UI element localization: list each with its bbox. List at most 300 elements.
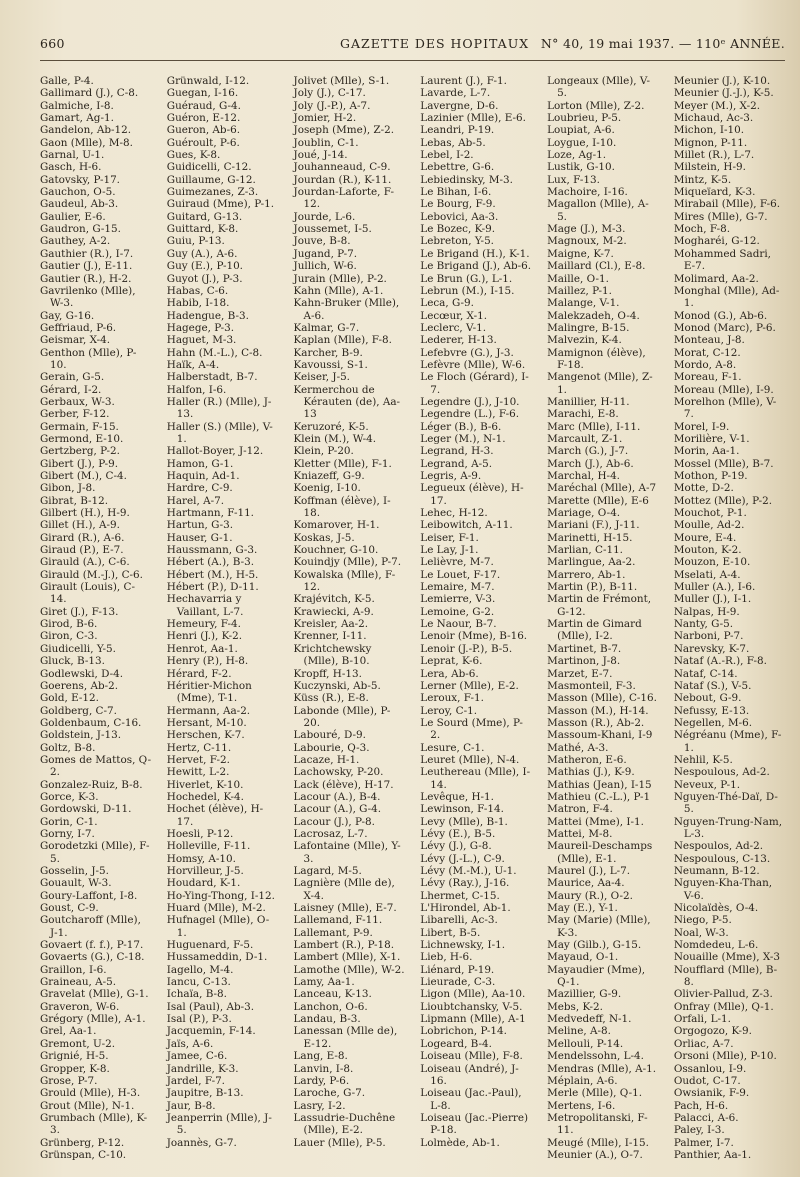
index-entry: Guittard, K-8. bbox=[166, 223, 239, 236]
index-entry: Karcher, B-9. bbox=[293, 346, 363, 359]
index-entry: Nanty, G-5. bbox=[673, 618, 733, 631]
index-entry: Hartmann, F-11. bbox=[166, 507, 254, 520]
index-entry: Palacci, A-6. bbox=[673, 1111, 739, 1124]
index-entry: Mottez (Mlle), P-2. bbox=[673, 494, 772, 507]
index-entry: Geffriaud, P-6. bbox=[40, 321, 117, 334]
index-entry: Jourdan-Laforte, F-12. bbox=[293, 186, 395, 211]
index-entry: Maillez, P-1. bbox=[547, 284, 612, 297]
index-entry: Labouré, D-9. bbox=[293, 729, 366, 742]
index-entry: Gilbert (H.), H-9. bbox=[40, 507, 130, 520]
index-entry: Le Sourd (Mme), P-2. bbox=[420, 716, 523, 742]
index-entry: Joly (J.-P.), A-7. bbox=[293, 99, 371, 112]
index-entry: Ho-Ying-Thong, I-12. bbox=[166, 889, 275, 902]
index-entry: Graveron, W-6. bbox=[40, 1000, 120, 1013]
index-entry: Gues, K-8. bbox=[166, 149, 221, 162]
index-entry: Masson (Mlle), C-16. bbox=[547, 692, 657, 705]
index-entry: Grignié, H-5. bbox=[40, 1050, 109, 1063]
index-entry: Nespoulous, Ad-2. bbox=[673, 766, 770, 779]
index-entry: Gordowski, D-11. bbox=[40, 803, 132, 816]
index-entry: Girard (R.), A-6. bbox=[40, 531, 125, 544]
index-entry: Lazinier (Mlle), E-6. bbox=[420, 112, 526, 125]
index-entry: Hadengue, B-3. bbox=[166, 309, 249, 322]
index-entry: Gouault, W-3. bbox=[40, 877, 112, 890]
index-entry: Goldberg, C-7. bbox=[40, 704, 117, 717]
index-entry: Mothon, P-19. bbox=[673, 470, 748, 482]
index-entry: Goutcharoff (Mlle), J-1. bbox=[40, 914, 141, 939]
index-entry: Leandri, P-19. bbox=[420, 124, 495, 137]
index-entry: Lebiedinsky, M-3. bbox=[420, 173, 513, 186]
index-entry: Libarelli, Ac-3. bbox=[420, 914, 498, 927]
index-entry: Leger (M.), N-1. bbox=[420, 432, 506, 445]
index-entry: Molimard, Aa-2. bbox=[673, 272, 759, 285]
index-entry: Le Brun (G.), L-1. bbox=[420, 272, 513, 285]
index-entry: Leuret (Mlle), N-4. bbox=[420, 753, 520, 766]
index-column-5 bbox=[547, 75, 658, 1161]
index-entry: Haguet, M-3. bbox=[166, 334, 237, 347]
index-entry: Mariage, O-4. bbox=[547, 507, 621, 520]
index-entry: Jolivet (Mlle), S-1. bbox=[293, 75, 390, 87]
index-entry: Meyer (M.), X-2. bbox=[673, 99, 761, 112]
index-entry: Lebreton, Y-5. bbox=[420, 235, 494, 248]
index-entry: Lorton (Mlle), Z-2. bbox=[547, 99, 645, 112]
index-entry: Jandrille, K-3. bbox=[166, 1062, 239, 1075]
index-entry: Malvezin, K-4. bbox=[547, 334, 622, 347]
index-entry: Jaur, B-8. bbox=[166, 1099, 216, 1112]
index-entry: Onfray (Mlle), Q-1. bbox=[673, 1000, 774, 1013]
index-entry: Lecœur, X-1. bbox=[420, 309, 488, 322]
index-entry: Joué, J-14. bbox=[293, 149, 348, 162]
index-entry: Hewitt, L-2. bbox=[166, 766, 230, 779]
index-entry: Haïk, A-4. bbox=[166, 358, 220, 371]
index-entry: Guyot (J.), P-3. bbox=[166, 272, 243, 285]
index-entry: Henri (J.), K-2. bbox=[166, 630, 243, 643]
index-entry: Mires (Mlle), G-7. bbox=[673, 210, 768, 223]
index-entry: Lacaze, H-1. bbox=[293, 753, 360, 766]
index-entry: Klein, P-20. bbox=[293, 445, 354, 458]
index-entry: Moreau, F-1. bbox=[673, 371, 742, 384]
index-entry: Narevsky, K-7. bbox=[673, 642, 750, 655]
index-entry: Leuthereau (Mlle), I-14. bbox=[420, 766, 531, 791]
index-entry: Masmonteil, F-3. bbox=[547, 679, 636, 692]
index-entry: Harel, A-7. bbox=[166, 494, 224, 507]
index-entry: Iancu, C-13. bbox=[166, 976, 231, 989]
index-entry: Loiseau (Jac.-Pierre) P-18. bbox=[420, 1111, 529, 1137]
index-entry: Palmer, I-7. bbox=[673, 1136, 734, 1149]
index-entry: Joannès, G-7. bbox=[166, 1136, 237, 1149]
index-entry: Masson (M.), H-14. bbox=[547, 704, 649, 717]
index-entry: Lerner (Mlle), E-2. bbox=[420, 679, 519, 692]
index-entry: Leclerc, V-1. bbox=[420, 321, 487, 334]
index-entry: Nataf, C-14. bbox=[673, 667, 738, 680]
index-entry: Goldenbaum, C-16. bbox=[40, 716, 142, 729]
index-entry: Gibert (J.), P-9. bbox=[40, 457, 119, 470]
index-entry: Lux, F-13. bbox=[547, 173, 600, 186]
index-entry: Giron, C-3. bbox=[40, 630, 98, 643]
index-entry: Morin, Aa-1. bbox=[673, 445, 740, 458]
index-entry: Gauchon, O-5. bbox=[40, 186, 116, 199]
index-entry: Negellen, M-6. bbox=[673, 716, 753, 729]
index-entry: Motte, D-2. bbox=[673, 482, 734, 495]
index-entry: Gorin, C-1. bbox=[40, 815, 98, 828]
index-entry: Komarover, H-1. bbox=[293, 519, 380, 532]
index-entry: Koskas, J-5. bbox=[293, 531, 355, 544]
index-entry: Joublin, C-1. bbox=[293, 136, 359, 149]
index-entry: Maille, O-1. bbox=[547, 272, 609, 285]
index-entry: Nicolaïdès, O-4. bbox=[673, 902, 759, 915]
index-entry: Joseph (Mme), Z-2. bbox=[293, 124, 395, 137]
index-entry: Milstein, H-9. bbox=[673, 161, 746, 174]
index-entry: Meunier (J.), K-10. bbox=[673, 75, 771, 87]
index-entry: Hechavarria y Vaillant, L-7. bbox=[166, 593, 244, 618]
index-entry: Orfali, L-1. bbox=[673, 1013, 731, 1026]
index-entry: Marchal, H-4. bbox=[547, 470, 620, 482]
index-entry: Lasry, I-2. bbox=[293, 1099, 346, 1112]
index-entry: Klein (M.), W-4. bbox=[293, 432, 377, 445]
index-entry: Le Louet, F-17. bbox=[420, 568, 501, 581]
index-entry: Jamee, C-6. bbox=[166, 1050, 228, 1063]
index-entry: Loubrieu, P-5. bbox=[547, 112, 622, 125]
index-entry: Martin (P.), B-11. bbox=[547, 581, 638, 594]
page-header bbox=[40, 36, 785, 58]
index-entry: Muller (A.), I-6. bbox=[673, 581, 756, 594]
index-entry: Lebas, Ab-5. bbox=[420, 136, 486, 149]
index-entry: Goltz, B-8. bbox=[40, 741, 96, 754]
index-entry: Masson (R.), Ab-2. bbox=[547, 716, 645, 729]
index-entry: Lanessan (Mlle de), E-12. bbox=[293, 1025, 398, 1050]
index-column-4 bbox=[420, 75, 531, 1155]
index-entry: Joussemet, I-5. bbox=[293, 223, 372, 236]
index-entry: Kuczynski, Ab-5. bbox=[293, 679, 381, 692]
index-entry: Guéroult, P-6. bbox=[166, 136, 240, 149]
index-entry: Maurel (J.), L-7. bbox=[547, 865, 631, 877]
index-entry: Hochet (élève), H-17. bbox=[166, 803, 264, 828]
index-entry: Garnal, U-1. bbox=[40, 149, 105, 162]
index-entry: Guéron, E-12. bbox=[166, 112, 241, 125]
index-entry: Gueron, Ab-6. bbox=[166, 124, 241, 137]
index-entry: Landau, B-3. bbox=[293, 1013, 361, 1026]
index-entry: Ichaïa, B-8. bbox=[166, 988, 227, 1001]
index-entry: Haquin, Ad-1. bbox=[166, 470, 240, 482]
index-entry: Kermerchou de Kérauten (de), Aa-13 bbox=[293, 383, 401, 421]
index-entry: Mayaudier (Mme), Q-1. bbox=[547, 963, 646, 989]
index-entry: May (Marie) (Mlle), K-3. bbox=[547, 914, 651, 939]
index-entry: Matron, F-4. bbox=[547, 803, 613, 816]
index-entry: Jugand, P-7. bbox=[293, 247, 358, 260]
index-entry: Hauser, G-1. bbox=[166, 531, 233, 544]
index-entry: Kalmar, G-7. bbox=[293, 321, 360, 334]
index-entry: Morel, I-9. bbox=[673, 420, 730, 433]
index-entry: Lebrun (M.), I-15. bbox=[420, 284, 515, 297]
index-entry: Nalpas, H-9. bbox=[673, 605, 740, 618]
index-entry: Giraud (P.), E-7. bbox=[40, 544, 124, 557]
index-entry: Hervet, F-2. bbox=[166, 753, 230, 766]
index-entry: Lagard, M-5. bbox=[293, 865, 362, 877]
index-entry: Gibrat, B-12. bbox=[40, 494, 109, 507]
index-entry: Gallimard (J.), C-8. bbox=[40, 87, 139, 100]
index-entry: Narboni, P-7. bbox=[673, 630, 744, 643]
index-entry: Homsy, A-10. bbox=[166, 852, 236, 865]
index-entry: Malingre, B-15. bbox=[547, 321, 630, 334]
index-entry: Gautier (J.), E-11. bbox=[40, 260, 133, 273]
index-entry: Mattei, M-8. bbox=[547, 827, 613, 840]
index-entry: Lack (élève), H-17. bbox=[293, 778, 394, 791]
index-entry: Le Lay, J-1. bbox=[420, 544, 479, 557]
index-entry: May (Gilb.), G-15. bbox=[547, 939, 642, 952]
index-entry: Grose, P-7. bbox=[40, 1074, 98, 1087]
index-entry: Grould (Mlle), H-3. bbox=[40, 1087, 141, 1100]
index-entry: Kouchner, G-10. bbox=[293, 544, 379, 557]
index-entry: Moch, F-8. bbox=[673, 223, 731, 236]
index-entry: Gamart, Ag-1. bbox=[40, 112, 114, 125]
index-entry: Herschen, K-7. bbox=[166, 729, 245, 742]
index-entry: Mathé, A-3. bbox=[547, 741, 609, 754]
index-entry: Gauthey, A-2. bbox=[40, 235, 111, 248]
index-entry: Lambert (R.), P-18. bbox=[293, 939, 395, 952]
index-columns bbox=[40, 75, 785, 1161]
index-entry: Le Brigand (J.), Ab-6. bbox=[420, 260, 532, 273]
index-entry: Guidicelli, C-12. bbox=[166, 161, 252, 174]
index-entry: Lanceau, K-13. bbox=[293, 988, 372, 1001]
index-entry: Goury-Laffont, I-8. bbox=[40, 889, 138, 902]
index-entry: Moure, E-4. bbox=[673, 531, 737, 544]
index-entry: Jouve, B-8. bbox=[293, 235, 351, 248]
index-entry: Maigne, K-7. bbox=[547, 247, 614, 260]
index-entry: Marzet, E-7. bbox=[547, 667, 613, 680]
index-entry: Jaupitre, B-13. bbox=[166, 1087, 244, 1100]
index-entry: Mazillier, G-9. bbox=[547, 988, 622, 1001]
index-entry: Gerain, G-5. bbox=[40, 371, 105, 384]
index-entry: Mendelssohn, L-4. bbox=[547, 1050, 644, 1063]
index-entry: Maureil-Deschamps (Mlle), E-1. bbox=[547, 840, 653, 865]
index-entry: Le Bourg, F-9. bbox=[420, 198, 496, 211]
index-entry: Mage (J.), M-3. bbox=[547, 223, 626, 236]
index-entry: Monghal (Mlle), Ad-1. bbox=[673, 284, 780, 310]
index-entry: Kletter (Mlle), F-1. bbox=[293, 457, 392, 470]
index-entry: Lemierre, V-3. bbox=[420, 593, 496, 606]
index-entry: Gorny, I-7. bbox=[40, 827, 95, 840]
index-entry: Lieb, H-6. bbox=[420, 951, 473, 964]
index-entry: Lebettre, G-6. bbox=[420, 161, 495, 174]
index-entry: Lanchon, O-6. bbox=[293, 1000, 368, 1013]
index-entry: Lagnière (Mlle de), X-4. bbox=[293, 877, 395, 902]
index-entry: Kreisler, Aa-2. bbox=[293, 618, 369, 631]
index-entry: Mendras (Mlle), A-1. bbox=[547, 1062, 657, 1075]
index-entry: Olivier-Pallud, Z-3. bbox=[673, 988, 773, 1001]
index-entry: Kropff, H-13. bbox=[293, 667, 362, 680]
index-entry: Le Naour, B-7. bbox=[420, 618, 497, 631]
index-entry: Mertens, I-6. bbox=[547, 1099, 616, 1112]
index-entry: Orliac, A-7. bbox=[673, 1037, 734, 1050]
index-entry: Germond, E-10. bbox=[40, 432, 124, 445]
index-entry: Gaon (Mlle), M-8. bbox=[40, 136, 133, 149]
index-entry: Grégory (Mlle), A-1. bbox=[40, 1013, 146, 1026]
index-entry: Merle (Mlle), Q-1. bbox=[547, 1087, 643, 1100]
index-entry: Marachi, E-8. bbox=[547, 408, 619, 421]
index-entry: Goust, C-9. bbox=[40, 902, 99, 915]
index-entry: Gerbaux, W-3. bbox=[40, 395, 115, 408]
index-entry: Geismar, X-4. bbox=[40, 334, 111, 347]
index-entry: Magnoux, M-2. bbox=[547, 235, 627, 248]
index-entry: Paley, I-3. bbox=[673, 1124, 725, 1137]
index-entry: Magallon (Mlle), A-5. bbox=[547, 198, 649, 223]
index-entry: Nguyen-Kha-Than, V-6. bbox=[673, 877, 773, 902]
index-entry: May (E.), Y-1. bbox=[547, 902, 618, 915]
index-entry: Grout (Mlle), N-1. bbox=[40, 1099, 135, 1112]
index-entry: Lévy (J.), G-8. bbox=[420, 840, 492, 853]
index-entry: Neveux, P-1. bbox=[673, 778, 741, 791]
index-entry: Kaplan (Mlle), F-8. bbox=[293, 334, 392, 347]
index-column-3 bbox=[294, 75, 405, 1155]
index-entry: Galmiche, I-8. bbox=[40, 99, 114, 112]
index-entry: Mossel (Mlle), B-7. bbox=[673, 457, 774, 470]
index-entry: Goerens, Ab-2. bbox=[40, 679, 119, 692]
index-entry: Legrand, A-5. bbox=[420, 457, 493, 470]
index-entry: Huguenard, F-5. bbox=[166, 939, 254, 952]
index-entry: Gautier (R.), H-2. bbox=[40, 272, 132, 285]
index-entry: Gibon, J-8. bbox=[40, 482, 96, 495]
index-entry: Le Bozec, K-9. bbox=[420, 223, 496, 236]
index-entry: Girauld (M.-J.), C-6. bbox=[40, 568, 143, 581]
index-entry: Gremont, U-2. bbox=[40, 1037, 115, 1050]
index-entry: Lang, E-8. bbox=[293, 1050, 348, 1063]
index-entry: Lederer, H-13. bbox=[420, 334, 497, 347]
index-entry: Lebovici, Aa-3. bbox=[420, 210, 499, 223]
index-entry: Loze, Ag-1. bbox=[547, 149, 607, 162]
index-entry: Nespoulos, Ad-2. bbox=[673, 840, 764, 853]
index-entry: Gérard, I-2. bbox=[40, 383, 102, 396]
index-entry: Lewinson, F-14. bbox=[420, 803, 504, 816]
index-entry: Jacquemin, F-14. bbox=[166, 1025, 256, 1038]
index-entry: Meunier (J.-J.), K-5. bbox=[673, 87, 774, 100]
index-entry: Leibowitch, A-11. bbox=[420, 519, 513, 532]
index-entry: Lanvin, I-8. bbox=[293, 1062, 354, 1075]
index-entry: Morilière, V-1. bbox=[673, 432, 750, 445]
index-entry: Legueux (élève), H-17. bbox=[420, 482, 524, 507]
index-entry: Jourde, L-6. bbox=[293, 210, 356, 223]
index-entry: Matheron, E-6. bbox=[547, 753, 627, 766]
index-entry: Nguyen-Thé-Daï, D-5. bbox=[673, 790, 778, 816]
index-entry: Guillaume, G-12. bbox=[166, 173, 256, 186]
index-entry: Lamothe (Mlle), W-2. bbox=[293, 963, 405, 976]
index-entry: Millet (R.), L-7. bbox=[673, 149, 755, 162]
index-entry: Gillet (H.), A-9. bbox=[40, 519, 120, 532]
index-entry: Kniazeff, G-9. bbox=[293, 470, 365, 482]
index-entry: Martinet, B-7. bbox=[547, 642, 622, 655]
index-entry: Meugé (Mlle), I-15. bbox=[547, 1136, 649, 1149]
index-entry: Jardel, F-7. bbox=[166, 1074, 225, 1087]
index-entry: Mathias (Jean), I-15 bbox=[547, 778, 652, 791]
index-entry: Graillon, I-6. bbox=[40, 963, 107, 976]
index-entry: Hartun, G-3. bbox=[166, 519, 234, 532]
index-entry: Lenoir (J.-P.), B-5. bbox=[420, 642, 513, 655]
index-entry: Horvilleur, J-5. bbox=[166, 865, 244, 877]
index-entry: Moreau (Mlle), I-9. bbox=[673, 383, 774, 396]
index-entry: Hardre, C-9. bbox=[166, 482, 233, 495]
issue-info: N° 40, 19 mai 1937. — 110ᵉ ANNÉE. bbox=[540, 36, 785, 51]
index-entry: Mattei (Mme), I-1. bbox=[547, 815, 644, 828]
index-entry: Levêque, H-1. bbox=[420, 790, 494, 803]
index-entry: Hiverlet, K-10. bbox=[166, 778, 244, 791]
index-entry: Hérard, F-2. bbox=[166, 667, 232, 680]
index-entry: Marcault, Z-1. bbox=[547, 432, 623, 445]
index-entry: Isal (Paul), Ab-3. bbox=[166, 1000, 255, 1013]
index-entry: Gorce, K-3. bbox=[40, 790, 99, 803]
index-entry: Orgogozo, K-9. bbox=[673, 1025, 752, 1038]
index-entry: Michaud, Ac-3. bbox=[673, 112, 754, 125]
index-entry: Lallemand, F-11. bbox=[293, 914, 383, 927]
index-entry: Héritier-Michon (Mme), T-1. bbox=[166, 679, 252, 705]
index-entry: Legris, A-9. bbox=[420, 470, 482, 482]
index-entry: Metropolitanski, F-11. bbox=[547, 1111, 648, 1137]
index-entry: Keiser, J-5. bbox=[293, 371, 350, 384]
index-entry: Leprat, K-6. bbox=[420, 655, 483, 668]
index-entry: Haller (R.) (Mlle), J-13. bbox=[166, 395, 272, 421]
index-entry: Maillard (Cl.), E-8. bbox=[547, 260, 646, 273]
index-entry: Lavergne, D-6. bbox=[420, 99, 499, 112]
index-entry: Gaulier, E-6. bbox=[40, 210, 106, 223]
index-entry: Grünwald, I-12. bbox=[166, 75, 250, 87]
index-entry: Lhermet, C-15. bbox=[420, 889, 500, 902]
index-entry: Girault (Louis), C-14. bbox=[40, 581, 135, 606]
index-entry: Gluck, B-13. bbox=[40, 655, 105, 668]
index-entry: Gropper, K-8. bbox=[40, 1062, 110, 1075]
index-entry: Moulle, Ad-2. bbox=[673, 519, 745, 532]
index-entry: Le Bihan, I-6. bbox=[420, 186, 492, 199]
index-entry: Guiu, P-13. bbox=[166, 235, 225, 248]
index-entry: Mouchot, P-1. bbox=[673, 507, 747, 520]
index-entry: Gomes de Mattos, Q-2. bbox=[40, 753, 152, 779]
index-entry: Nguyen-Trung-Nam, L-3. bbox=[673, 815, 783, 840]
index-entry: Medvedeff, N-1. bbox=[547, 1013, 632, 1026]
index-entry: Koffman (élève), I-18. bbox=[293, 494, 391, 520]
index-entry: Leroux, F-1. bbox=[420, 692, 484, 705]
index-entry: Gibert (M.), C-4. bbox=[40, 470, 127, 482]
index-entry: Lachowsky, P-20. bbox=[293, 766, 384, 779]
index-entry: Lassudrie-Duchêne (Mlle), E-2. bbox=[293, 1111, 396, 1137]
index-column-1 bbox=[40, 75, 152, 1161]
index-entry: Oudot, C-17. bbox=[673, 1074, 741, 1087]
index-entry: Massoum-Khani, I-9 bbox=[547, 729, 653, 742]
index-entry: Lacour (A.), G-4. bbox=[293, 803, 382, 816]
index-entry: Gasch, H-6. bbox=[40, 161, 102, 174]
index-entry: Legrand, H-3. bbox=[420, 445, 494, 458]
index-entry: Mogharéi, G-12. bbox=[673, 235, 760, 248]
index-entry: Guitard, G-13. bbox=[166, 210, 243, 223]
index-entry: Loupiat, A-6. bbox=[547, 124, 615, 137]
index-entry: Mangenot (Mlle), Z-1. bbox=[547, 371, 653, 396]
index-entry: Noufflard (Mlle), B-8. bbox=[673, 963, 778, 989]
index-entry: Jeanperrin (Mlle), J-5. bbox=[166, 1111, 272, 1137]
header-rule bbox=[40, 60, 785, 61]
index-entry: Guéraud, G-4. bbox=[166, 99, 241, 112]
index-column-2 bbox=[167, 75, 278, 1155]
index-entry: Nespoulous, C-13. bbox=[673, 852, 771, 865]
index-entry: Guy (E.), P-10. bbox=[166, 260, 243, 273]
index-entry: Lavarde, L-7. bbox=[420, 87, 491, 100]
index-entry: Martin de Frémont, G-12. bbox=[547, 593, 652, 618]
index-entry: Marinetti, H-15. bbox=[547, 531, 633, 544]
index-entry: Krajévitch, K-5. bbox=[293, 593, 375, 606]
index-entry: Le Floch (Gérard), I-7. bbox=[420, 371, 529, 396]
index-entry: Lehec, H-12. bbox=[420, 507, 488, 520]
index-entry: Kouindjy (Mlle), P-7. bbox=[293, 556, 402, 569]
index-entry: Gonzalez-Ruiz, B-8. bbox=[40, 778, 143, 791]
index-entry: Hahn (M.-L.), C-8. bbox=[166, 346, 263, 359]
index-entry: Gandelon, Ab-12. bbox=[40, 124, 132, 137]
index-entry: Laroche, G-7. bbox=[293, 1087, 366, 1100]
index-entry: Henrot, Aa-1. bbox=[166, 642, 238, 655]
index-entry: Manillier, H-11. bbox=[547, 395, 630, 408]
